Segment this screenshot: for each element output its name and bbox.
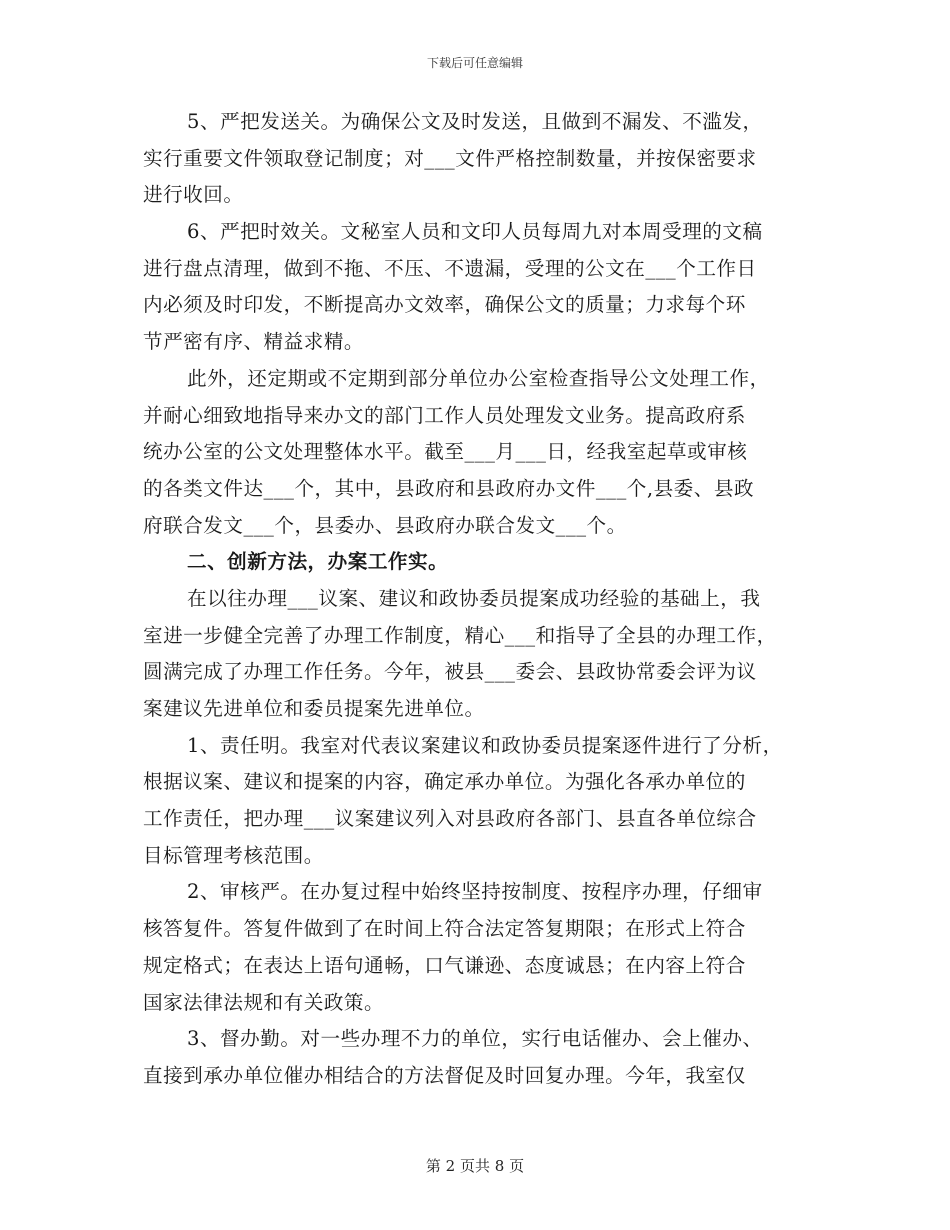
paragraph-line: 室进一步健全完善了办理工作制度，精心___和指导了全县的办理工作， — [143, 623, 777, 647]
paragraph-line: 5、严把发送关。为确保公文及时发送，且做到不漏发、不滥发， — [187, 110, 763, 133]
paragraph-line: 府联合发文___个，县委办、县政府办联合发文___个。 — [143, 513, 627, 537]
paragraph-line: 2、审核严。在办复过程中始终坚持按制度、按程序办理，仔细审 — [187, 880, 763, 904]
paragraph-line: 进行盘点清理，做到不拖、不压、不遗漏，受理的公文在___个工作日 — [143, 256, 757, 280]
paragraph-line: 此外，还定期或不定期到部分单位办公室检查指导公文处理工作， — [187, 366, 770, 390]
paragraph-line: 3、督办勤。对一些办理不力的单位，实行电话催办、会上催办、 — [187, 1027, 763, 1051]
paragraph-line: 案建议先进单位和委员提案先进单位。 — [143, 697, 485, 720]
paragraph-line: 直接到承办单位催办相结合的方法督促及时回复办理。今年，我室仅 — [143, 1063, 746, 1087]
paragraph-line: 工作责任，把办理___议案建议列入对县政府各部门、县直各单位综合 — [143, 807, 757, 831]
paragraph-line: 国家法律法规和有关政策。 — [143, 990, 385, 1014]
paragraph-line: 的各类文件达___个，其中，县政府和县政府办文件___个,县委、县政 — [143, 476, 755, 500]
paragraph-line: 目标管理考核范围。 — [143, 843, 324, 867]
paragraph-line: 根据议案、建议和提案的内容，确定承办单位。为强化各承办单位的 — [143, 770, 746, 794]
section-heading: 二、创新方法，办案工作实。 — [187, 550, 449, 574]
paragraph-line: 圆满完成了办理工作任务。今年，被县___委会、县政协常委会评为议 — [143, 660, 757, 684]
paragraph-line: 核答复件。答复件做到了在时间上符合法定答复期限；在形式上符合 — [143, 917, 746, 941]
paragraph-line: 实行重要文件领取登记制度；对___文件严格控制数量，并按保密要求 — [143, 146, 757, 170]
paragraph-line: 进行收回。 — [143, 183, 244, 207]
paragraph-line: 统办公室的公文处理整体水平。截至___月___日，经我室起草或审核 — [143, 440, 748, 464]
paragraph-line: 规定格式；在表达上语句通畅，口气谦逊、态度诚恳；在内容上符合 — [143, 953, 746, 977]
paragraph-line: 1、责任明。我室对代表议案建议和政协委员提案逐件进行了分析， — [187, 733, 783, 757]
page-footer: 第 2 页共 8 页 — [425, 1157, 525, 1175]
paragraph-line: 6、严把时效关。文秘室人员和文印人员每周九对本周受理的文稿 — [187, 220, 763, 244]
paragraph-line: 在以往办理___议案、建议和政协委员提案成功经验的基础上，我 — [187, 586, 761, 610]
page-header: 下载后可任意编辑 — [426, 56, 523, 70]
document-body — [143, 104, 813, 1095]
paragraph-line: 节严密有序、精益求精。 — [143, 330, 365, 354]
paragraph-line: 内必须及时印发，不断提高办文效率，确保公文的质量；力求每个环 — [143, 293, 746, 317]
paragraph-line: 并耐心细致地指导来办文的部门工作人员处理发文业务。提高政府系 — [143, 403, 746, 427]
